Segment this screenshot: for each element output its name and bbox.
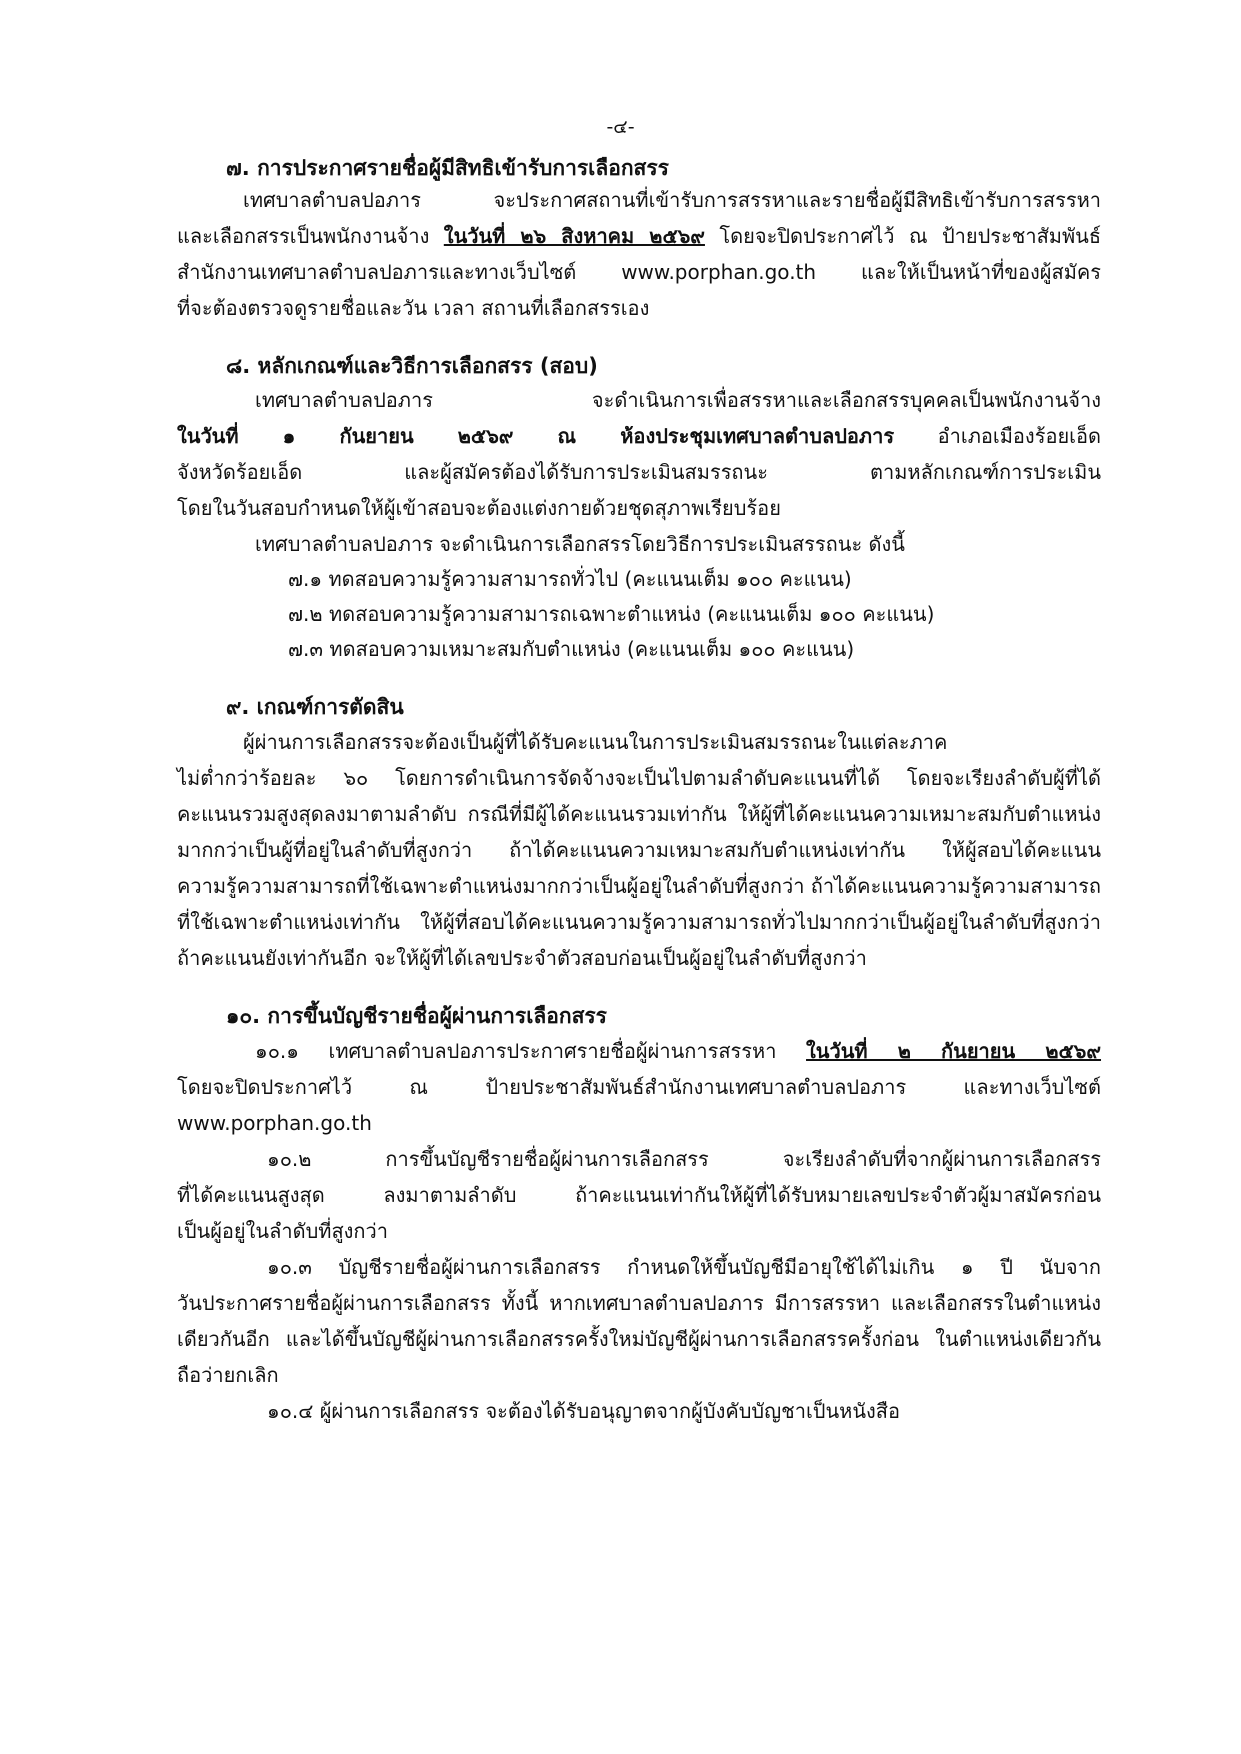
section-7-text: และเลือกสรรเป็นพนักงานจ้าง (177, 224, 430, 248)
section-8-line-3: จังหวัดร้อยเอ็ด และผู้สมัครต้องได้รับการประเมินสมรรถนะ ตามหลักเกณฑ์การประเมิน (177, 460, 1101, 484)
result-date: ในวันที่ ๒ กันยายน ๒๕๖๙ (806, 1039, 1102, 1063)
section-9-line: ไม่ต่ำกว่าร้อยละ ๖๐ โดยการดำเนินการจัดจ้างจะเป็นไปตามลำดับคะแนนที่ได้ โดยจะเรียงลำดับผู้ที่ได้ (177, 766, 1101, 790)
section-7-text: โดยจะปิดประกาศไว้ ณ ป้ายประชาสัมพันธ์ (719, 224, 1102, 248)
section-7-line-1: เทศบาลตำบลปอภาร จะประกาศสถานที่เข้ารับการสรรหาและรายชื่อผู้มีสิทธิเข้ารับการสรรหา (243, 188, 1101, 212)
assessment-item: ๗.๓ ทดสอบความเหมาะสมกับตำแหน่ง (คะแนนเต็ม ๑๐๐ คะแนน) (288, 637, 855, 661)
section-10-2-line: ๑๐.๒ การขึ้นบัญชีรายชื่อผู้ผ่านการเลือกสรร จะเรียงลำดับที่จากผู้ผ่านการเลือกสรร (267, 1147, 1101, 1171)
section-9-line: ที่ใช้เฉพาะตำแหน่งเท่ากัน ให้ผู้ที่สอบได้คะแนนความรู้ความสามารถทั่วไปมากกว่าเป็นผู้อยู่ในลำดับที่สูงกว่า (177, 910, 1101, 934)
section-7-heading: ๗. การประกาศรายชื่อผู้มีสิทธิเข้ารับการเลือกสรร (226, 156, 669, 180)
website-url: www.porphan.go.th (177, 1111, 372, 1135)
announcement-date: ในวันที่ ๒๖ สิงหาคม ๒๕๖๙ (443, 224, 705, 248)
section-8-heading: ๘. หลักเกณฑ์และวิธีการเลือกสรร (สอบ) (226, 354, 598, 378)
exam-date-venue: ในวันที่ ๑ กันยายน ๒๕๖๙ ณ ห้องประชุมเทศบาลตำบลปอภาร (177, 424, 895, 448)
section-10-1-line-2: โดยจะปิดประกาศไว้ ณ ป้ายประชาสัมพันธ์สำนักงานเทศบาลตำบลปอภาร และทางเว็บไซต์ (177, 1075, 1101, 1099)
section-9-line: ถ้าคะแนนยังเท่ากันอีก จะให้ผู้ที่ได้เลขประจำตัวสอบก่อนเป็นผู้อยู่ในลำดับที่สูงกว่า (177, 946, 867, 970)
section-10-1-line-1 (255, 1037, 1101, 1065)
section-8-line-1: เทศบาลตำบลปอภาร จะดำเนินการเพื่อสรรหาและเลือกสรรบุคคลเป็นพนักงานจ้าง (255, 388, 1101, 412)
section-10-3-line: ถือว่ายกเลิก (177, 1363, 279, 1387)
page-number: -๔- (606, 116, 635, 138)
section-10-heading: ๑๐. การขึ้นบัญชีรายชื่อผู้ผ่านการเลือกสรร (226, 1004, 607, 1028)
section-10-3-line: ๑๐.๓ บัญชีรายชื่อผู้ผ่านการเลือกสรร กำหนดให้ขึ้นบัญชีมีอายุใช้ได้ไม่เกิน ๑ ปี นับจาก (267, 1255, 1101, 1279)
section-9-line: ผู้ผ่านการเลือกสรรจะต้องเป็นผู้ที่ได้รับคะแนนในการประเมินสมรรถนะในแต่ละภาค (243, 730, 948, 754)
section-7-line-2 (177, 222, 1101, 250)
section-10-3-line: เดียวกันอีก และได้ขึ้นบัญชีผู้ผ่านการเลือกสรรครั้งใหม่บัญชีผู้ผ่านการเลือกสรรครั้งก่อน ในตำแหน่งเดียวกัน (177, 1327, 1101, 1351)
section-9-heading: ๙. เกณฑ์การตัดสิน (226, 695, 404, 719)
section-8-line-5: เทศบาลตำบลปอภาร จะดำเนินการเลือกสรรโดยวิธีการประเมินสรรถนะ ดังนี้ (255, 532, 905, 556)
assessment-item: ๗.๒ ทดสอบความรู้ความสามารถเฉพาะตำแหน่ง (คะแนนเต็ม ๑๐๐ คะแนน) (288, 602, 935, 626)
section-10-text: ๑๐.๑ เทศบาลตำบลปอภารประกาศรายชื่อผู้ผ่านการสรรหา (255, 1039, 777, 1063)
section-10-3-line: วันประกาศรายชื่อผู้ผ่านการเลือกสรร ทั้งนี้ หากเทศบาลตำบลปอภาร มีการสรรหา และเลือกสรรในตำแหน่ง (177, 1291, 1101, 1315)
section-7-line-3: สำนักงานเทศบาลตำบลปอภารและทางเว็บไซต์ www.porphan.go.th และให้เป็นหน้าที่ของผู้สมัคร (177, 260, 1101, 284)
section-9-line: คะแนนรวมสูงสุดลงมาตามลำดับ กรณีที่มีผู้ได้คะแนนรวมเท่ากัน ให้ผู้ที่ได้คะแนนความเหมาะสมกับตำแหน่ง (177, 802, 1101, 826)
section-9-line: มากกว่าเป็นผู้ที่อยู่ในลำดับที่สูงกว่า ถ้าได้คะแนนความเหมาะสมกับตำแหน่งเท่ากัน ให้ผู้สอบได้คะแนน (177, 838, 1101, 862)
assessment-item: ๗.๑ ทดสอบความรู้ความสามารถทั่วไป (คะแนนเต็ม ๑๐๐ คะแนน) (288, 567, 852, 591)
section-10-2-line: ที่ได้คะแนนสูงสุด ลงมาตามลำดับ ถ้าคะแนนเท่ากันให้ผู้ที่ได้รับหมายเลขประจำตัวผู้มาสมัครก่อน (177, 1183, 1101, 1207)
section-8-text: อำเภอเมืองร้อยเอ็ด (937, 424, 1102, 448)
section-8-line-2 (177, 422, 1101, 450)
section-8-line-4: โดยในวันสอบกำหนดให้ผู้เข้าสอบจะต้องแต่งกายด้วยชุดสุภาพเรียบร้อย (177, 496, 781, 520)
section-10-4-line: ๑๐.๔ ผู้ผ่านการเลือกสรร จะต้องได้รับอนุญาตจากผู้บังคับบัญชาเป็นหนังสือ (267, 1399, 900, 1423)
section-7-line-4: ที่จะต้องตรวจดูรายชื่อและวัน เวลา สถานที่เลือกสรรเอง (177, 296, 650, 320)
section-10-2-line: เป็นผู้อยู่ในลำดับที่สูงกว่า (177, 1219, 388, 1243)
section-9-line: ความรู้ความสามารถที่ใช้เฉพาะตำแหน่งมากกว่าเป็นผู้อยู่ในลำดับที่สูงกว่า ถ้าได้คะแนนความรู้ความสามารถ (177, 874, 1102, 898)
